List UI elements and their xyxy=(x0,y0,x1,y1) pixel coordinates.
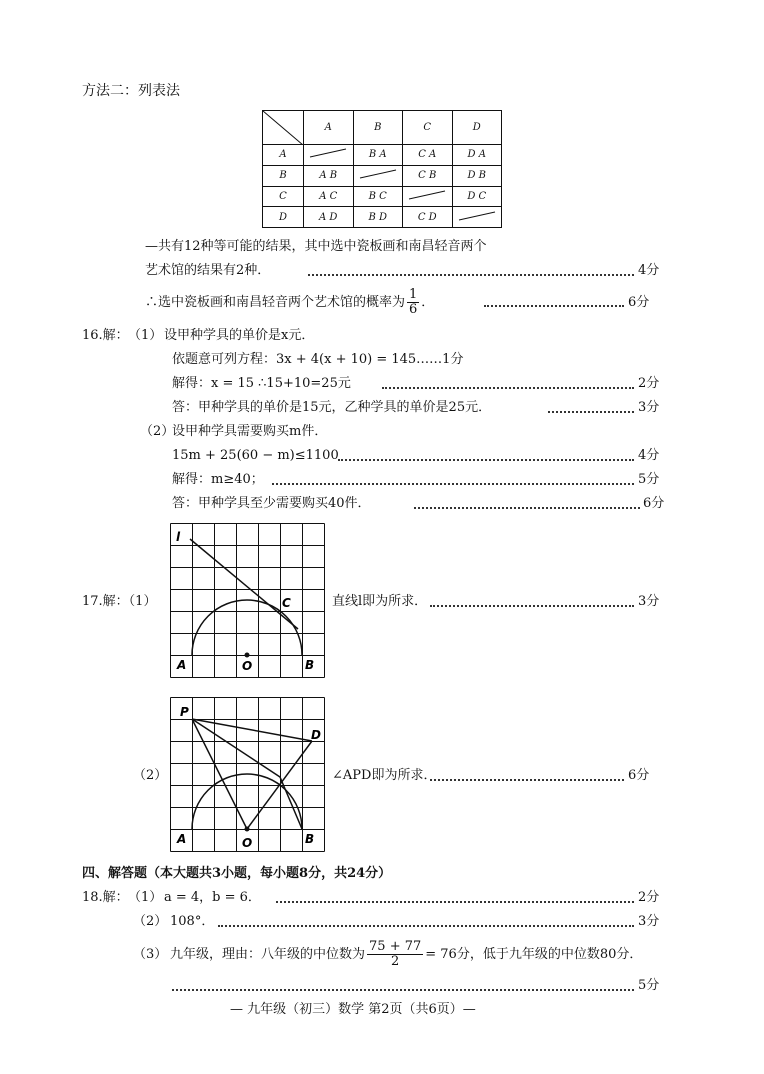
leader-dots xyxy=(276,901,634,903)
p16-score6: 6分 xyxy=(643,496,665,511)
leader-dots xyxy=(272,483,634,485)
table-cell: B D xyxy=(353,207,403,228)
p15-score1: 4分 xyxy=(638,263,660,278)
table-cell: D A xyxy=(452,145,502,166)
p15-score2: 6分 xyxy=(628,295,650,310)
row-header: B xyxy=(263,165,304,186)
semicircle-arc xyxy=(192,774,302,829)
p16-score4: 4分 xyxy=(638,448,660,463)
p17-label: 17.解：（1） xyxy=(82,594,157,609)
table-cell: C A xyxy=(403,145,453,166)
leader-dots xyxy=(430,605,634,607)
p15-line2: 艺术馆的结果有2种． xyxy=(145,263,271,278)
p18-score2: 3分 xyxy=(638,914,660,929)
table-cell: A D xyxy=(304,207,354,228)
label-b: B xyxy=(305,832,315,846)
label-o: O xyxy=(242,836,253,850)
fraction-denominator: 2 xyxy=(391,954,400,969)
outcome-table xyxy=(262,110,502,228)
leader-dots xyxy=(414,507,640,509)
leader-dots xyxy=(548,411,634,413)
p15-line1: —共有12种等可能的结果，其中选中瓷板画和南昌轻音两个 xyxy=(145,239,487,254)
p16-line1: 设甲种学具的单价是x元． xyxy=(164,328,315,343)
diagonal-header-cell xyxy=(263,111,304,145)
col-header: B xyxy=(353,111,403,145)
label-a: A xyxy=(177,658,187,672)
fraction xyxy=(367,940,423,969)
p17-part2-label: （2） xyxy=(133,768,168,783)
segment-tangent-b xyxy=(280,777,302,829)
fraction xyxy=(407,288,419,317)
p16-score2: 2分 xyxy=(638,376,660,391)
grid-figure-1 xyxy=(170,523,326,679)
fraction-denominator: 6 xyxy=(409,302,418,317)
leader-dots xyxy=(308,274,634,276)
p16-score3: 3分 xyxy=(638,400,660,415)
center-point-o xyxy=(245,653,250,658)
center-point-o xyxy=(245,827,250,832)
col-header: C xyxy=(403,111,453,145)
label-a: A xyxy=(177,832,187,846)
table-cell: A C xyxy=(304,186,354,207)
fraction-numerator: 1 xyxy=(409,287,418,302)
p18-l2-num: （2） xyxy=(133,914,168,929)
leader-dots xyxy=(484,305,624,307)
p18-score5: 5分 xyxy=(638,978,660,993)
tangent-line-l xyxy=(190,539,298,629)
p17-score1: 3分 xyxy=(638,594,660,609)
p18-l1-num: （1） xyxy=(128,890,163,905)
p16-line5: 设甲种学具需要购买m件． xyxy=(172,424,328,439)
p16-line8: 答：甲种学具至少需要购买40件． xyxy=(172,496,371,511)
p17-part1-text: 直线l即为所求． xyxy=(332,594,428,609)
col-header: A xyxy=(304,111,354,145)
leader-dots xyxy=(382,387,634,389)
table-cell: C D xyxy=(403,207,453,228)
row-header: C xyxy=(263,186,304,207)
leader-dots xyxy=(338,459,634,461)
row-header: A xyxy=(263,145,304,166)
leader-dots xyxy=(218,925,634,927)
slash-cell xyxy=(353,165,403,186)
p18-score1: 2分 xyxy=(638,890,660,905)
fraction-numerator: 75 + 77 xyxy=(369,939,422,954)
p15-line3-pre: ∴选中瓷板画和南昌轻音两个艺术馆的概率为 xyxy=(145,295,406,310)
page-footer: — 九年级（初三）数学 第2页（共6页）— xyxy=(230,1002,476,1017)
col-header: D xyxy=(452,111,502,145)
table-cell: B C xyxy=(353,186,403,207)
p16-part1-label: （1） xyxy=(128,328,163,343)
label-o: O xyxy=(242,659,253,673)
label-b: B xyxy=(305,658,315,672)
p18-line3 xyxy=(170,939,642,971)
p18-line1: a = 4，b = 6． xyxy=(164,890,261,905)
diagonal-line xyxy=(263,111,303,145)
p16-line2: 依题意可列方程：3x + 4(x + 10) = 145……1分 xyxy=(172,352,464,367)
p17-score2: 6分 xyxy=(628,768,650,783)
row-header: D xyxy=(263,207,304,228)
grid-figure-2 xyxy=(170,697,326,853)
p16-line7: 解得：m≥40； xyxy=(172,472,264,487)
method2-title: 方法二：列表法 xyxy=(82,83,180,99)
label-p: P xyxy=(180,705,189,719)
label-c: C xyxy=(282,596,291,610)
p16-label: 16.解： xyxy=(82,328,129,343)
slash-cell xyxy=(452,207,502,228)
p18-line3-pre: 九年级，理由：八年级的中位数为 xyxy=(170,947,366,962)
p16-line6: 15m + 25(60 − m)≤1100 xyxy=(172,448,339,463)
label-l: l xyxy=(176,530,181,544)
table-cell: D C xyxy=(452,186,502,207)
p18-line2: 108°． xyxy=(170,914,215,929)
leader-dots xyxy=(172,989,634,991)
table-cell: A B xyxy=(304,165,354,186)
label-d: D xyxy=(311,728,321,742)
p18-label: 18.解： xyxy=(82,890,129,905)
slash-cell xyxy=(403,186,453,207)
p18-line3-post: = 76分，低于九年级的中位数80分． xyxy=(425,947,643,962)
table-cell: D B xyxy=(452,165,502,186)
slash-cell xyxy=(304,145,354,166)
leader-dots xyxy=(430,779,624,781)
p16-line4: 答：甲种学具的单价是15元，乙种学具的单价是25元． xyxy=(172,400,492,415)
p16-part2-label: （2） xyxy=(140,424,175,439)
table-cell: C B xyxy=(403,165,453,186)
section-4-title: 四、解答题（本大题共3小题，每小题8分，共24分） xyxy=(82,866,392,881)
p18-l3-num: （3） xyxy=(133,947,168,962)
p15-line3-post: ． xyxy=(421,295,435,310)
p15-line3 xyxy=(145,287,434,319)
table-cell: B A xyxy=(353,145,403,166)
p17-part2-text: ∠APD即为所求． xyxy=(332,768,437,783)
p16-score5: 5分 xyxy=(638,472,660,487)
p16-line3: 解得：x = 15 ∴15+10=25元 xyxy=(172,376,351,391)
